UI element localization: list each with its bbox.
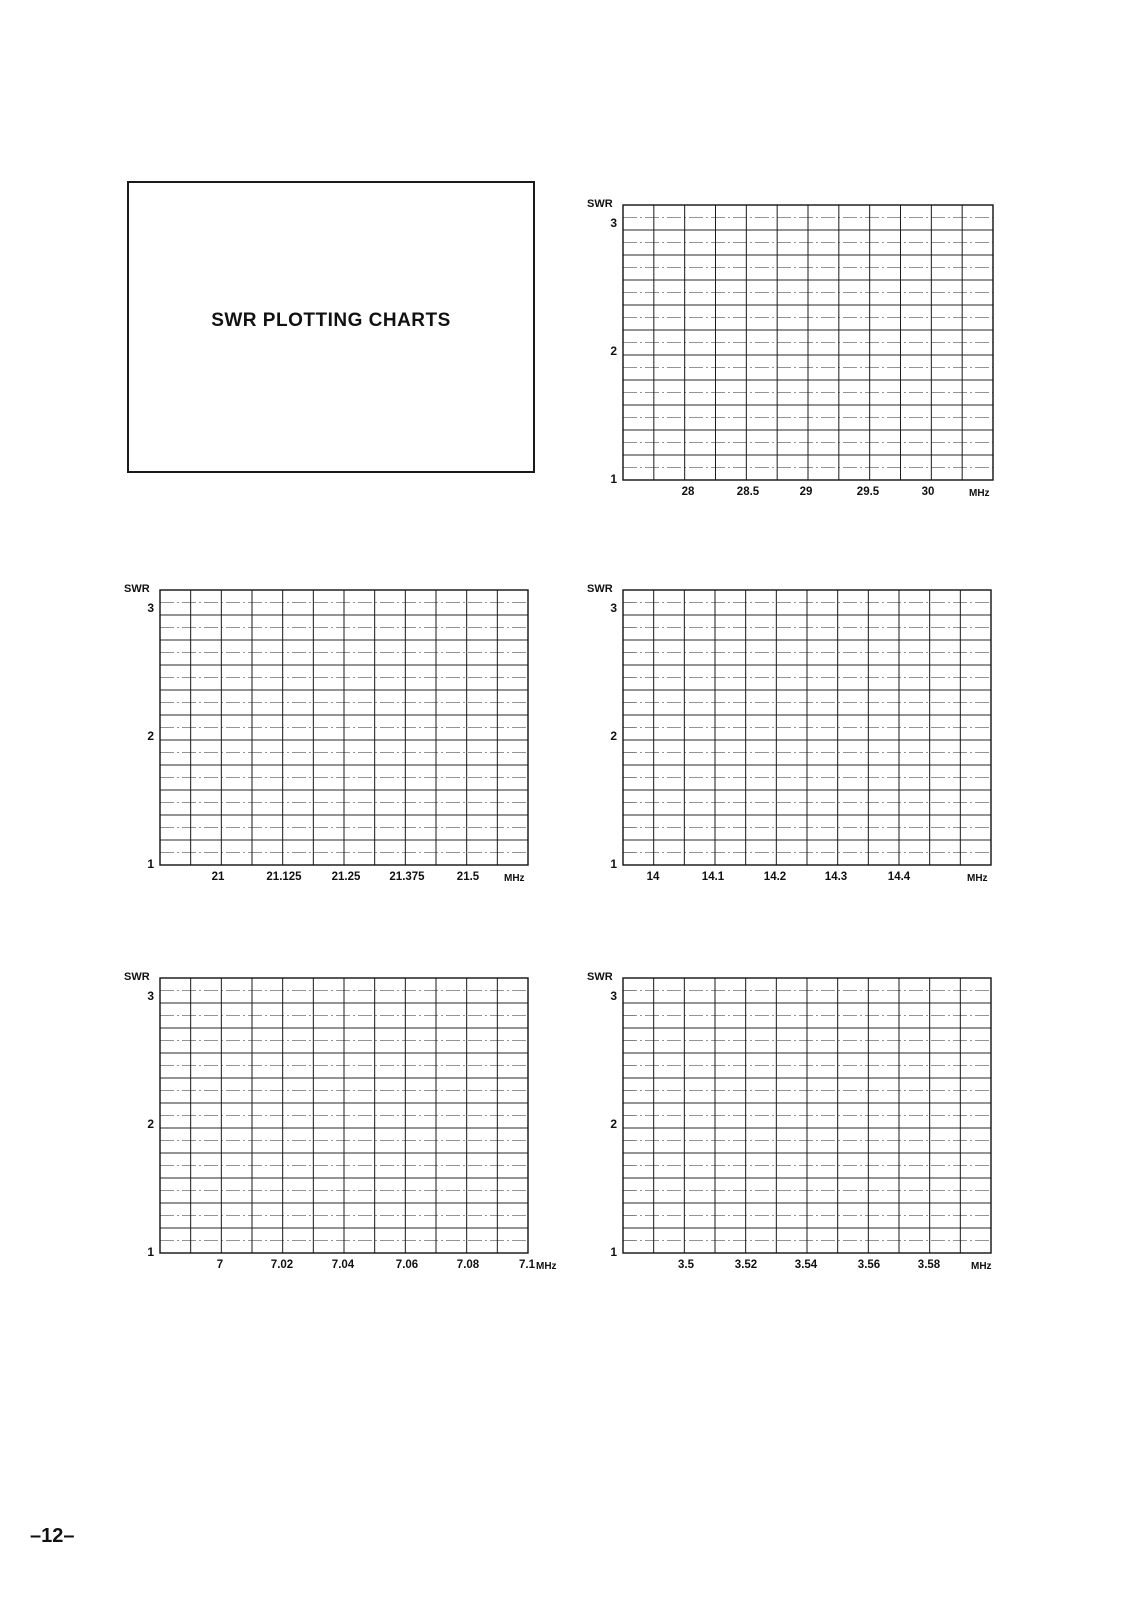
chart-grid <box>583 205 995 482</box>
y-axis-title: SWR <box>587 971 613 983</box>
y-tick-label: 2 <box>610 729 617 744</box>
x-tick-label: 7.06 <box>395 1259 419 1271</box>
y-tick-label: 3 <box>610 989 617 1004</box>
y-tick-label: 3 <box>610 601 617 616</box>
chart-grid <box>583 590 993 867</box>
y-tick-label: 1 <box>147 1245 154 1259</box>
x-tick-label: 21.375 <box>389 871 425 883</box>
x-tick-label: 7.08 <box>456 1259 480 1271</box>
x-tick-label: 21.125 <box>266 871 302 883</box>
swr-chart-15m <box>120 583 540 900</box>
x-axis-unit: MHz <box>971 1261 992 1272</box>
x-tick-label: 3.5 <box>678 1259 694 1271</box>
chart-grid <box>120 978 530 1255</box>
x-axis-unit: MHz <box>969 488 990 499</box>
chart-grid <box>583 978 993 1255</box>
y-tick-label: 1 <box>610 857 617 871</box>
y-axis-title: SWR <box>587 198 613 210</box>
x-tick-label: 7 <box>216 1259 224 1271</box>
y-tick-label: 2 <box>610 1117 617 1132</box>
page-title: SWR PLOTTING CHARTS <box>211 310 451 331</box>
chart-grid <box>120 590 530 867</box>
x-tick-label: 21.25 <box>331 871 361 883</box>
x-tick-label: 7.1 <box>519 1259 535 1271</box>
x-tick-label: 29.5 <box>856 486 880 498</box>
y-tick-label: 1 <box>610 1245 617 1259</box>
x-tick-label: 30 <box>921 486 935 498</box>
x-tick-label: 14.2 <box>763 871 787 883</box>
title-box <box>127 181 535 473</box>
page-number: –12– <box>30 1525 75 1547</box>
x-tick-label: 14.4 <box>887 871 911 883</box>
x-tick-label: 7.04 <box>331 1259 355 1271</box>
y-tick-label: 2 <box>147 729 154 744</box>
x-tick-label: 14.1 <box>701 871 725 883</box>
x-tick-label: 28.5 <box>736 486 760 498</box>
x-tick-label: 21.5 <box>456 871 480 883</box>
x-axis-unit: MHz <box>967 873 988 884</box>
x-tick-label: 7.02 <box>270 1259 294 1271</box>
y-axis-title: SWR <box>587 583 613 595</box>
x-axis-unit: MHz <box>504 873 525 884</box>
x-tick-label: 21 <box>211 871 225 883</box>
x-tick-label: 3.52 <box>734 1259 758 1271</box>
swr-chart-10m <box>583 198 1003 515</box>
x-tick-label: 3.54 <box>794 1259 818 1271</box>
y-tick-label: 3 <box>147 601 154 616</box>
swr-chart-20m <box>583 583 1003 900</box>
swr-chart-80m <box>583 971 1003 1288</box>
x-tick-label: 3.58 <box>917 1259 941 1271</box>
y-tick-label: 1 <box>610 472 617 486</box>
y-axis-title: SWR <box>124 583 150 595</box>
y-tick-label: 2 <box>147 1117 154 1132</box>
y-tick-label: 3 <box>147 989 154 1004</box>
y-axis-title: SWR <box>124 971 150 983</box>
x-tick-label: 3.56 <box>857 1259 881 1271</box>
x-tick-label: 29 <box>799 486 813 498</box>
y-tick-label: 2 <box>610 344 617 359</box>
swr-chart-40m <box>120 971 570 1288</box>
x-tick-label: 28 <box>681 486 695 498</box>
x-tick-label: 14.3 <box>824 871 848 883</box>
y-tick-label: 1 <box>147 857 154 871</box>
x-tick-label: 14 <box>646 871 660 883</box>
x-axis-unit: MHz <box>536 1261 557 1272</box>
y-tick-label: 3 <box>610 216 617 231</box>
